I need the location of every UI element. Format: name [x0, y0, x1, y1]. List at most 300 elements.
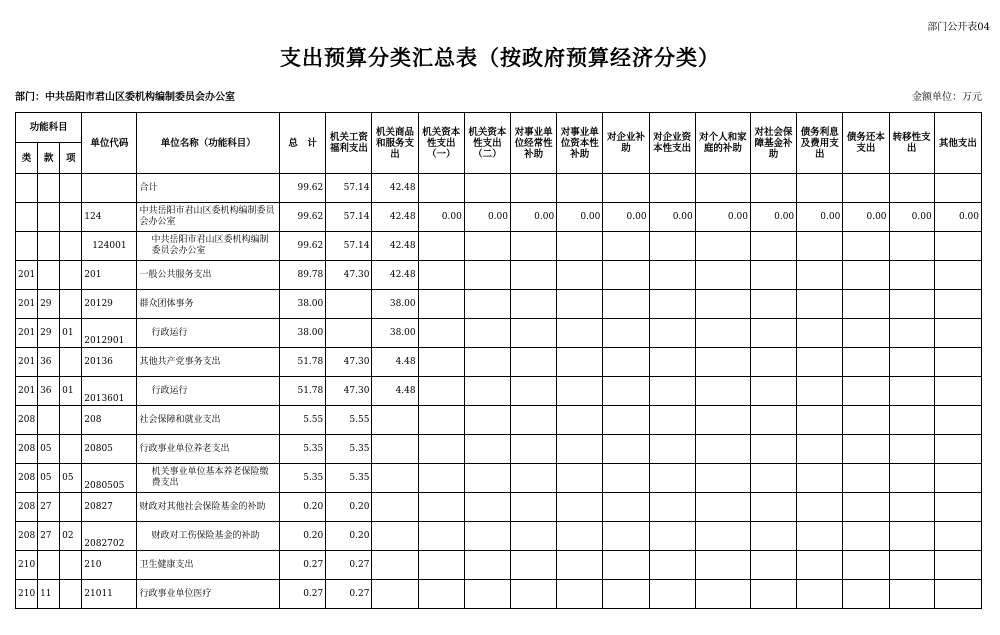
cell-lei: 201 [16, 261, 38, 290]
cell-e11 [797, 406, 843, 435]
cell-code: 20136 [82, 348, 137, 377]
cell-e5 [511, 348, 557, 377]
cell-e5 [511, 261, 557, 290]
cell-kuan [38, 551, 60, 580]
cell-e6 [557, 435, 603, 464]
table-row [16, 580, 982, 609]
cell-e13 [889, 232, 934, 261]
cell-e3 [418, 174, 464, 203]
cell-e14 [934, 319, 981, 348]
cell-name: 中共岳阳市君山区委机构编制委员会办公室 [137, 203, 280, 232]
header-name: 单位名称（功能科目） [137, 113, 280, 174]
header-func-group: 功能科目 [16, 113, 82, 143]
cell-e7 [603, 580, 649, 609]
cell-e9 [695, 464, 750, 493]
cell-e9 [695, 551, 750, 580]
cell-e5: 0.00 [511, 203, 557, 232]
cell-e13 [889, 319, 934, 348]
cell-lei: 208 [16, 493, 38, 522]
cell-lei: 201 [16, 319, 38, 348]
cell-total: 38.00 [280, 319, 326, 348]
cell-e6 [557, 348, 603, 377]
cell-e11 [797, 551, 843, 580]
cell-e2: 42.48 [372, 261, 418, 290]
cell-e7 [603, 551, 649, 580]
cell-e13: 0.00 [889, 203, 934, 232]
cell-e14 [934, 290, 981, 319]
cell-e11 [797, 580, 843, 609]
cell-e14 [934, 493, 981, 522]
cell-e10 [750, 435, 796, 464]
header-e4: 机关资本性支出（二） [464, 113, 510, 174]
cell-lei: 210 [16, 551, 38, 580]
cell-code: 124001 [82, 232, 137, 261]
cell-e13 [889, 174, 934, 203]
cell-xiang [60, 232, 82, 261]
cell-lei [16, 174, 38, 203]
cell-e10 [750, 377, 796, 406]
cell-kuan: 36 [38, 377, 60, 406]
cell-e9 [695, 493, 750, 522]
cell-e2 [372, 464, 418, 493]
cell-e12 [843, 435, 889, 464]
cell-kuan: 29 [38, 319, 60, 348]
cell-code: 20827 [82, 493, 137, 522]
cell-code [82, 174, 137, 203]
cell-e9: 0.00 [695, 203, 750, 232]
cell-total: 38.00 [280, 290, 326, 319]
cell-e6: 0.00 [557, 203, 603, 232]
cell-e8 [649, 261, 695, 290]
cell-e9 [695, 522, 750, 551]
cell-e8 [649, 290, 695, 319]
cell-e8 [649, 551, 695, 580]
cell-e10 [750, 261, 796, 290]
cell-e2 [372, 551, 418, 580]
table-row [16, 319, 982, 348]
table-row [16, 290, 982, 319]
cell-e6 [557, 464, 603, 493]
header-e6: 对事业单位资本性补助 [557, 113, 603, 174]
cell-e6 [557, 290, 603, 319]
cell-e12 [843, 406, 889, 435]
cell-e13 [889, 464, 934, 493]
cell-xiang [60, 406, 82, 435]
header-e3: 机关资本性支出（一） [418, 113, 464, 174]
table-row [16, 261, 982, 290]
cell-kuan: 29 [38, 290, 60, 319]
cell-code: 124 [82, 203, 137, 232]
cell-e6 [557, 319, 603, 348]
header-e12: 债务还本支出 [843, 113, 889, 174]
cell-total: 51.78 [280, 377, 326, 406]
header-total: 总 计 [280, 113, 326, 174]
cell-e12 [843, 377, 889, 406]
header-e5: 对事业单位经常性补助 [511, 113, 557, 174]
cell-e11 [797, 464, 843, 493]
cell-e7: 0.00 [603, 203, 649, 232]
cell-e11 [797, 290, 843, 319]
cell-e10 [750, 232, 796, 261]
cell-e1: 5.35 [326, 464, 372, 493]
cell-e2: 38.00 [372, 290, 418, 319]
cell-xiang [60, 348, 82, 377]
cell-e3 [418, 464, 464, 493]
cell-e7 [603, 377, 649, 406]
cell-e9 [695, 580, 750, 609]
cell-e6 [557, 261, 603, 290]
cell-xiang [60, 290, 82, 319]
cell-e10 [750, 174, 796, 203]
cell-e13 [889, 261, 934, 290]
cell-e9 [695, 406, 750, 435]
cell-e3 [418, 435, 464, 464]
cell-name: 行政事业单位医疗 [137, 580, 280, 609]
cell-e11 [797, 522, 843, 551]
table-row [16, 551, 982, 580]
cell-e12 [843, 319, 889, 348]
cell-e1: 0.27 [326, 580, 372, 609]
cell-e10 [750, 522, 796, 551]
cell-e13 [889, 377, 934, 406]
cell-e5 [511, 464, 557, 493]
cell-e3 [418, 232, 464, 261]
cell-code: 20129 [82, 290, 137, 319]
cell-kuan: 27 [38, 493, 60, 522]
cell-e9 [695, 174, 750, 203]
cell-e13 [889, 580, 934, 609]
cell-name: 机关事业单位基本养老保险缴费支出 [137, 464, 280, 493]
cell-e5 [511, 319, 557, 348]
cell-e14 [934, 232, 981, 261]
cell-e12 [843, 290, 889, 319]
cell-e14 [934, 551, 981, 580]
table-row [16, 522, 982, 551]
cell-lei: 201 [16, 377, 38, 406]
cell-name: 财政对其他社会保险基金的补助 [137, 493, 280, 522]
cell-e1 [326, 319, 372, 348]
cell-e4 [464, 493, 510, 522]
cell-e13 [889, 493, 934, 522]
cell-e2 [372, 435, 418, 464]
cell-e14 [934, 174, 981, 203]
cell-e4: 0.00 [464, 203, 510, 232]
cell-code: 210 [82, 551, 137, 580]
cell-e12 [843, 493, 889, 522]
cell-e3 [418, 406, 464, 435]
cell-xiang: 05 [60, 464, 82, 493]
cell-e7 [603, 522, 649, 551]
cell-kuan: 11 [38, 580, 60, 609]
cell-e8 [649, 174, 695, 203]
cell-e9 [695, 319, 750, 348]
cell-e11 [797, 493, 843, 522]
cell-e11 [797, 435, 843, 464]
cell-e3 [418, 580, 464, 609]
cell-name: 行政事业单位养老支出 [137, 435, 280, 464]
cell-e2 [372, 406, 418, 435]
cell-e8 [649, 319, 695, 348]
cell-code: 201 [82, 261, 137, 290]
cell-kuan [38, 174, 60, 203]
cell-e5 [511, 551, 557, 580]
cell-e1: 5.55 [326, 406, 372, 435]
cell-code: 21011 [82, 580, 137, 609]
cell-e6 [557, 174, 603, 203]
cell-e7 [603, 435, 649, 464]
cell-e4 [464, 464, 510, 493]
cell-e1: 57.14 [326, 203, 372, 232]
cell-kuan: 27 [38, 522, 60, 551]
table-row [16, 493, 982, 522]
cell-e3: 0.00 [418, 203, 464, 232]
cell-lei: 210 [16, 580, 38, 609]
cell-e9 [695, 348, 750, 377]
cell-e11 [797, 261, 843, 290]
cell-kuan: 05 [38, 435, 60, 464]
cell-e4 [464, 290, 510, 319]
cell-kuan [38, 406, 60, 435]
amount-unit-label: 金额单位：万元 [912, 92, 982, 103]
cell-lei: 208 [16, 522, 38, 551]
cell-e3 [418, 319, 464, 348]
cell-e6 [557, 406, 603, 435]
cell-name: 其他共产党事务支出 [137, 348, 280, 377]
cell-xiang: 01 [60, 377, 82, 406]
cell-kuan [38, 261, 60, 290]
cell-e14 [934, 580, 981, 609]
cell-e2: 38.00 [372, 319, 418, 348]
cell-e3 [418, 348, 464, 377]
header-e13: 转移性支出 [889, 113, 934, 174]
cell-e10 [750, 493, 796, 522]
cell-e7 [603, 464, 649, 493]
cell-e12 [843, 174, 889, 203]
header-e1: 机关工资福利支出 [326, 113, 372, 174]
cell-xiang [60, 203, 82, 232]
table-row [16, 406, 982, 435]
cell-e1: 47.30 [326, 261, 372, 290]
cell-e12 [843, 551, 889, 580]
cell-e6 [557, 232, 603, 261]
cell-e14 [934, 348, 981, 377]
table-row [16, 232, 982, 261]
cell-e14 [934, 377, 981, 406]
header-kuan: 款 [38, 143, 60, 174]
cell-e1: 0.20 [326, 522, 372, 551]
cell-e12: 0.00 [843, 203, 889, 232]
cell-lei: 201 [16, 290, 38, 319]
cell-e2: 42.48 [372, 174, 418, 203]
cell-code: 2013601 [82, 377, 137, 406]
cell-xiang: 02 [60, 522, 82, 551]
cell-e4 [464, 406, 510, 435]
cell-e7 [603, 319, 649, 348]
cell-e13 [889, 435, 934, 464]
cell-e8 [649, 580, 695, 609]
header-e9: 对个人和家庭的补助 [695, 113, 750, 174]
cell-e5 [511, 174, 557, 203]
cell-e5 [511, 377, 557, 406]
header-e10: 对社会保障基金补助 [750, 113, 796, 174]
cell-kuan: 05 [38, 464, 60, 493]
header-e14: 其他支出 [934, 113, 981, 174]
cell-total: 0.27 [280, 580, 326, 609]
cell-e2 [372, 493, 418, 522]
cell-e9 [695, 261, 750, 290]
header-lei: 类 [16, 143, 38, 174]
cell-e2 [372, 522, 418, 551]
cell-e3 [418, 522, 464, 551]
cell-e9 [695, 290, 750, 319]
cell-e8: 0.00 [649, 203, 695, 232]
header-code: 单位代码 [82, 113, 137, 174]
cell-lei [16, 203, 38, 232]
cell-total: 0.20 [280, 493, 326, 522]
table-row [16, 377, 982, 406]
cell-name: 财政对工伤保险基金的补助 [137, 522, 280, 551]
cell-e14 [934, 261, 981, 290]
cell-e11 [797, 348, 843, 377]
cell-e14 [934, 464, 981, 493]
cell-lei [16, 232, 38, 261]
table-row [16, 464, 982, 493]
cell-e3 [418, 493, 464, 522]
cell-code: 2080505 [82, 464, 137, 493]
cell-e7 [603, 406, 649, 435]
cell-xiang [60, 261, 82, 290]
cell-e6 [557, 493, 603, 522]
cell-xiang [60, 551, 82, 580]
cell-lei: 208 [16, 435, 38, 464]
cell-e7 [603, 290, 649, 319]
cell-e3 [418, 551, 464, 580]
cell-e6 [557, 377, 603, 406]
cell-code: 2082702 [82, 522, 137, 551]
cell-e7 [603, 493, 649, 522]
cell-e1: 57.14 [326, 232, 372, 261]
cell-e1: 47.30 [326, 348, 372, 377]
cell-e10 [750, 551, 796, 580]
cell-e8 [649, 406, 695, 435]
cell-e1: 5.35 [326, 435, 372, 464]
cell-e10 [750, 464, 796, 493]
cell-e4 [464, 435, 510, 464]
cell-e7 [603, 348, 649, 377]
cell-total: 5.35 [280, 435, 326, 464]
cell-code: 2012901 [82, 319, 137, 348]
cell-total: 99.62 [280, 203, 326, 232]
cell-total: 99.62 [280, 232, 326, 261]
table-row [16, 348, 982, 377]
cell-e1 [326, 290, 372, 319]
cell-e1: 0.27 [326, 551, 372, 580]
cell-e5 [511, 580, 557, 609]
cell-lei: 208 [16, 464, 38, 493]
cell-xiang [60, 435, 82, 464]
cell-e14 [934, 406, 981, 435]
cell-total: 0.20 [280, 522, 326, 551]
cell-e9 [695, 377, 750, 406]
cell-total: 5.35 [280, 464, 326, 493]
cell-e2: 4.48 [372, 377, 418, 406]
cell-e8 [649, 377, 695, 406]
cell-name: 中共岳阳市君山区委机构编制委员会办公室 [137, 232, 280, 261]
cell-e4 [464, 319, 510, 348]
cell-lei: 201 [16, 348, 38, 377]
cell-e13 [889, 406, 934, 435]
header-xiang: 项 [60, 143, 82, 174]
cell-e4 [464, 580, 510, 609]
cell-e2: 42.48 [372, 232, 418, 261]
cell-e8 [649, 232, 695, 261]
form-code: 部门公开表04 [927, 22, 990, 33]
cell-e3 [418, 290, 464, 319]
cell-e10: 0.00 [750, 203, 796, 232]
cell-e10 [750, 290, 796, 319]
cell-e5 [511, 522, 557, 551]
cell-e2: 4.48 [372, 348, 418, 377]
cell-e11 [797, 377, 843, 406]
cell-e13 [889, 290, 934, 319]
cell-name: 行政运行 [137, 319, 280, 348]
cell-name: 合计 [137, 174, 280, 203]
cell-e10 [750, 319, 796, 348]
cell-e4 [464, 174, 510, 203]
cell-name: 一般公共服务支出 [137, 261, 280, 290]
cell-e7 [603, 261, 649, 290]
cell-total: 99.62 [280, 174, 326, 203]
cell-e4 [464, 522, 510, 551]
cell-xiang [60, 174, 82, 203]
cell-e1: 47.30 [326, 377, 372, 406]
cell-e5 [511, 435, 557, 464]
cell-e5 [511, 290, 557, 319]
cell-e4 [464, 551, 510, 580]
cell-e12 [843, 522, 889, 551]
header-e11: 债务利息及费用支出 [797, 113, 843, 174]
cell-e8 [649, 464, 695, 493]
cell-total: 5.55 [280, 406, 326, 435]
cell-e14: 0.00 [934, 203, 981, 232]
cell-kuan: 36 [38, 348, 60, 377]
cell-name: 卫生健康支出 [137, 551, 280, 580]
cell-e11 [797, 174, 843, 203]
cell-name: 群众团体事务 [137, 290, 280, 319]
cell-e8 [649, 522, 695, 551]
cell-e9 [695, 435, 750, 464]
header-e7: 对企业补助 [603, 113, 649, 174]
cell-name: 行政运行 [137, 377, 280, 406]
header-e8: 对企业资本性支出 [649, 113, 695, 174]
cell-e5 [511, 406, 557, 435]
cell-e10 [750, 348, 796, 377]
cell-e4 [464, 232, 510, 261]
cell-total: 89.78 [280, 261, 326, 290]
cell-e14 [934, 435, 981, 464]
cell-e3 [418, 261, 464, 290]
cell-e2: 42.48 [372, 203, 418, 232]
cell-e4 [464, 377, 510, 406]
cell-e14 [934, 522, 981, 551]
cell-e4 [464, 261, 510, 290]
cell-xiang [60, 493, 82, 522]
table-row [16, 174, 982, 203]
department-label: 部门：中共岳阳市君山区委机构编制委员会办公室 [15, 92, 235, 103]
cell-e6 [557, 551, 603, 580]
cell-e10 [750, 406, 796, 435]
cell-e8 [649, 435, 695, 464]
